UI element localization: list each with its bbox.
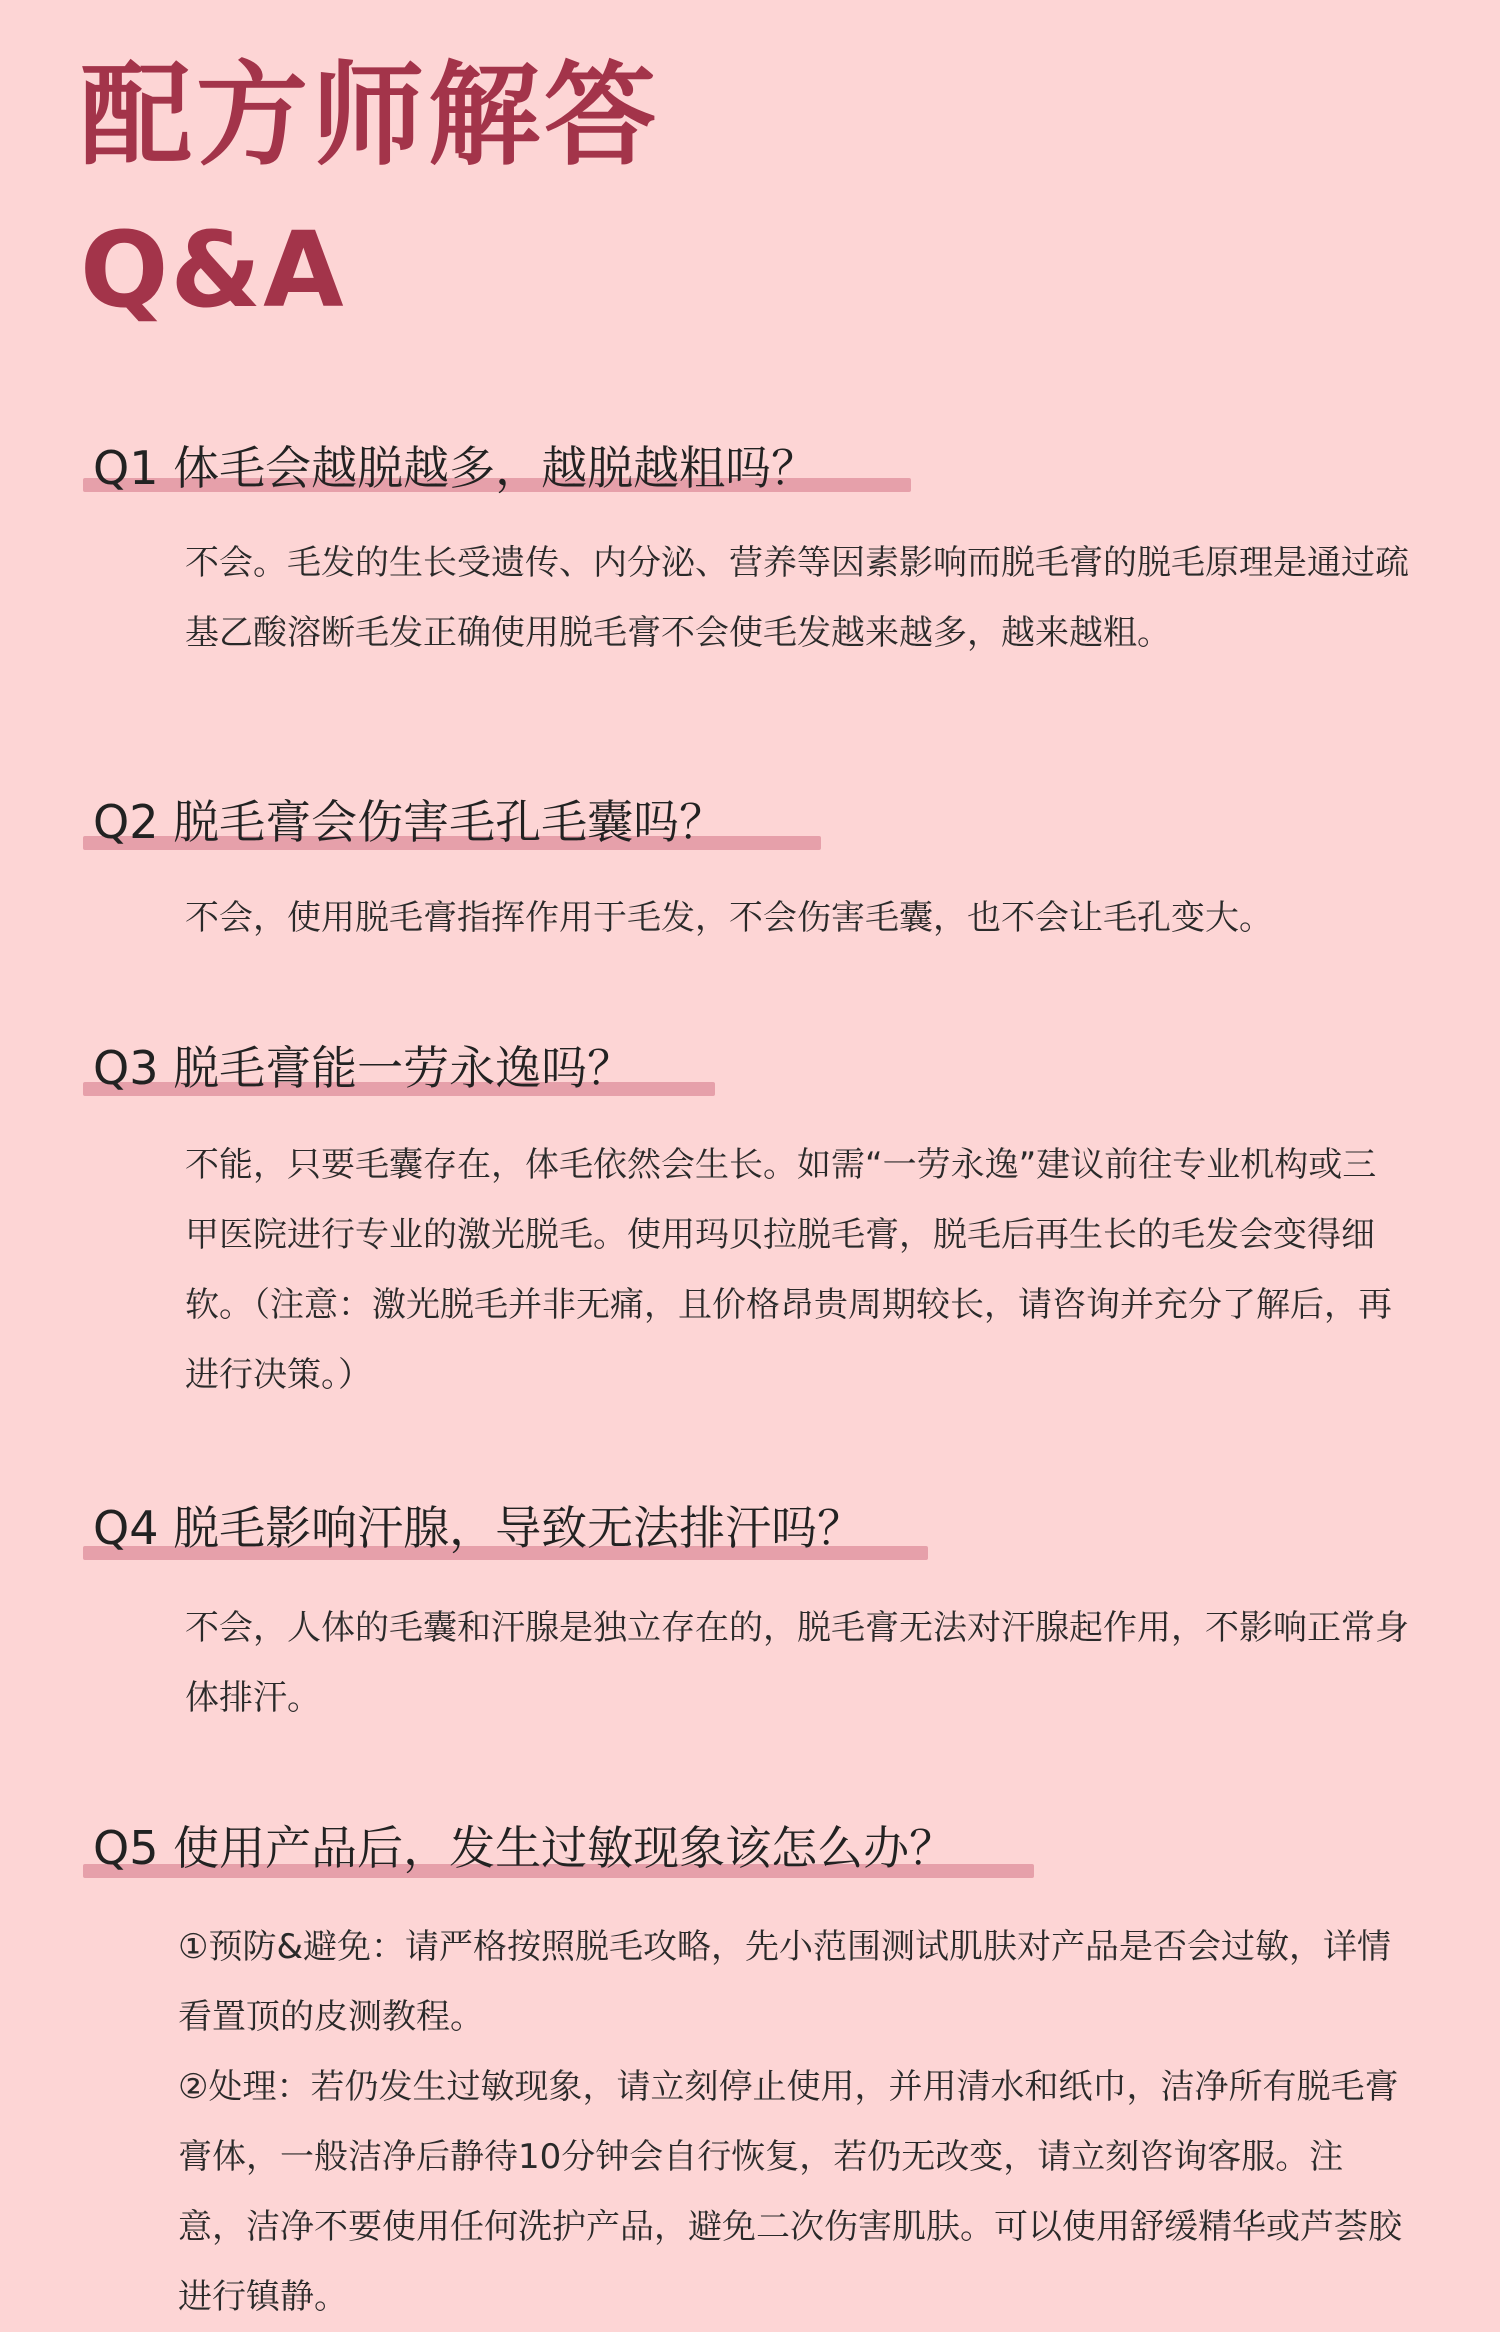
answer-3 [185, 1130, 1410, 1410]
question-2: Q2 脱毛膏会伤害毛孔毛囊吗？ [93, 795, 726, 849]
page-subtitle: Q&A [80, 209, 346, 331]
answer-4 [185, 1593, 1410, 1733]
page-title: 配方师解答 [80, 51, 660, 181]
answer-1 [185, 528, 1410, 668]
answer-2-text: 不会，使用脱毛膏指挥作用于毛发，不会伤害毛囊，也不会让毛孔变大。 [185, 898, 1273, 938]
question-5: Q5 使用产品后，发生过敏现象该怎么办？ [93, 1821, 956, 1875]
question-1: Q1 体毛会越脱越多，越脱越粗吗？ [93, 441, 818, 495]
answer-3-text: 不能，只要毛囊存在，体毛依然会生长。如需“一劳永逸”建议前往专业机构或三甲医院进行专业的激光脱毛。使用玛贝拉脱毛膏，脱毛后再生长的毛发会变得细软。（注意：激光脱毛并非无痛，且价格昂贵周期较长，请咨询并充分了解后，再进行决策。） [185, 1145, 1392, 1395]
answer-2 [185, 883, 1410, 953]
answer-5-prevention: ①预防&避免：请严格按照脱毛攻略，先小范围测试肌肤对产品是否会过敏，详情看置顶的皮测教程。 [178, 1927, 1391, 2037]
answer-5-treatment: ②处理：若仍发生过敏现象，请立刻停止使用，并用清水和纸巾，洁净所有脱毛膏膏体，一般洁净后静待10分钟会自行恢复，若仍无改变，请立刻咨询客服。注意，洁净不要使用任何洗护产品，避免二次伤害肌肤。可以使用舒缓精华或芦荟胶进行镇静。 [178, 2067, 1402, 2317]
question-4: Q4 脱毛影响汗腺，导致无法排汗吗？ [93, 1501, 864, 1555]
question-3: Q3 脱毛膏能一劳永逸吗？ [93, 1041, 634, 1095]
answer-4-text: 不会，人体的毛囊和汗腺是独立存在的，脱毛膏无法对汗腺起作用，不影响正常身体排汗。 [185, 1608, 1409, 1718]
answer-1-text: 不会。毛发的生长受遗传、内分泌、营养等因素影响而脱毛膏的脱毛原理是通过疏基乙酸溶断毛发正确使用脱毛膏不会使毛发越来越多，越来越粗。 [185, 543, 1409, 653]
answer-5 [178, 1912, 1410, 2332]
